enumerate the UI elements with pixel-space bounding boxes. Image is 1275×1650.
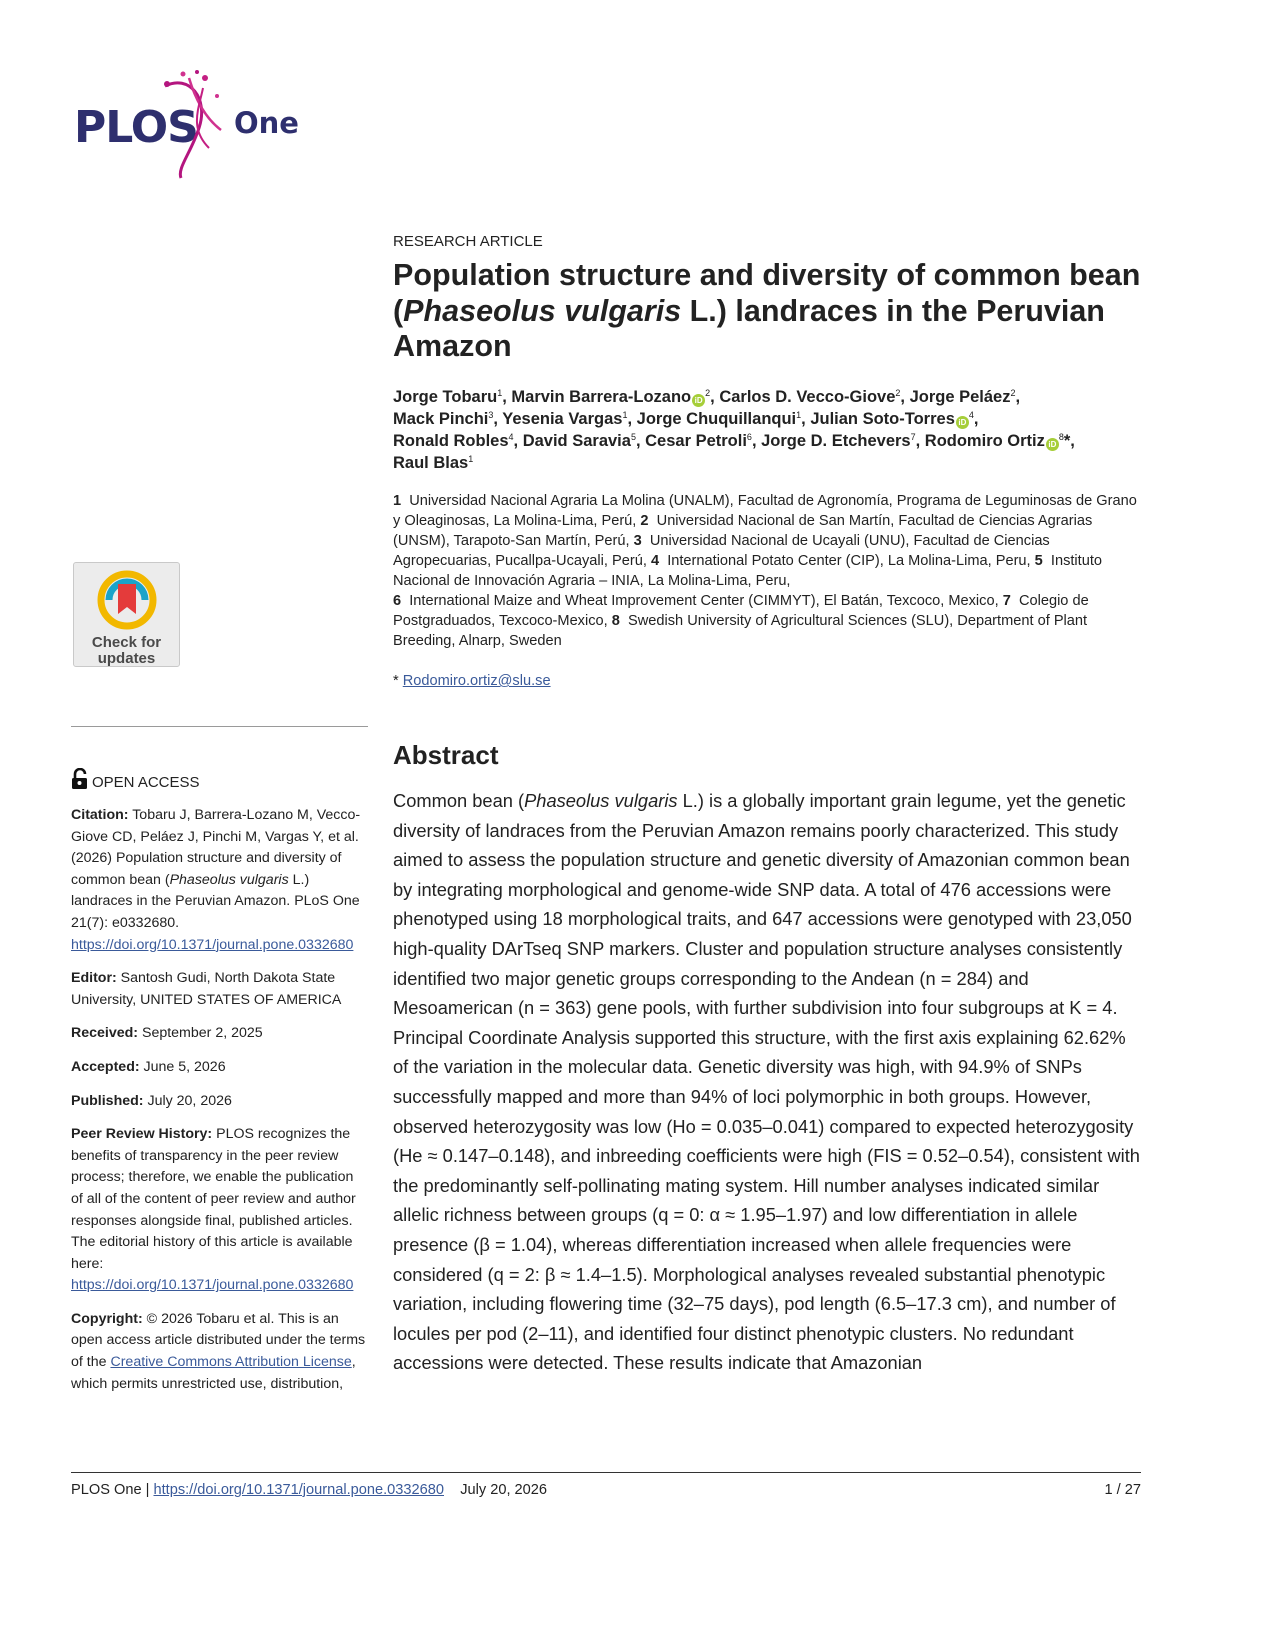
citation-text-cont: L.) landraces in the Peruvian Amazon. PLoS One 21(7): e0332680. [71,871,360,931]
plos-swirl-icon [159,68,229,183]
email-asterisk: * [393,673,403,689]
copyright-text: © 2026 Tobaru et al. This is an open access article distributed under the terms of the [71,1310,366,1371]
footer-separator: | [141,1482,154,1498]
peer-review-label: Peer Review History: [71,1126,213,1143]
peer-review-text: PLOS recognizes the benefits of transparency in the peer review process; therefore, we enable the publication of all of the content of peer review and author responses alongside final, published articles. The editorial history of this article is available here: [71,1126,356,1272]
copyright-label: Copyright: [71,1310,143,1327]
title-species: Phaseolus vulgaris [403,293,682,328]
affil-num: 7 [1002,593,1011,609]
affil-text: International Maize and Wheat Improvement Center (CIMMYT), El Batán, Texcoco, Mexico, [409,593,999,609]
accepted-label: Accepted: [71,1058,140,1075]
author-affil-mark: 6 [746,432,752,442]
title-part-2: L.) landraces in the Peruvian Amazon [393,293,1105,363]
author-name: Raul Blas [393,454,469,472]
author-affil-mark: 7 [910,432,916,442]
published-date: July 20, 2026 [147,1092,232,1109]
author-affil-mark: 4 [968,410,974,420]
sidebar-divider [71,726,368,727]
affil-text: Universidad Nacional de San Martín, Facultad de Ciencias Agrarias (UNSM), Tarapoto-San Martín, Perú, [393,513,1093,549]
footer-divider [71,1472,1141,1473]
received-date: September 2, 2025 [141,1025,263,1042]
citation-label: Citation: [71,807,129,823]
author-affil-mark: 5 [630,432,636,442]
page-footer [71,1482,1141,1498]
check-for-updates-badge[interactable] [73,562,180,667]
citation-doi-link[interactable]: https://doi.org/10.1371/journal.pone.0332680 [71,936,354,953]
author-affil-mark: 8 [1058,432,1064,442]
received-label: Received: [71,1025,139,1042]
author-name: Jorge D. Etchevers [761,432,911,450]
email-link[interactable]: Rodomiro.ortiz@slu.se [402,673,551,689]
abstract-species: Phaseolus vulgaris [524,790,678,811]
affil-num: 3 [633,533,642,549]
title-part-1: Population structure and diversity of common bean ( [393,258,1141,328]
abstract-part-1: Common bean ( [393,790,525,811]
peer-review-block [71,1124,368,1297]
author-affil-mark: 2 [895,388,901,398]
article-title [393,258,1143,365]
open-lock-icon [71,768,88,790]
author-affil-mark: 2 [1010,388,1016,398]
citation-block [71,805,368,956]
affil-text: Colegio de Postgraduados, Texcoco-Mexico, [393,593,1089,629]
copyright-text-cont: , which permits unrestricted use, distribution, [71,1354,356,1392]
corresponding-email [393,673,551,689]
logo-one-text: One [234,106,299,140]
author-name: Julian Soto-Torres [810,410,955,428]
affiliations [393,491,1138,651]
footer-date: July 20, 2026 [460,1482,548,1498]
journal-logo [74,68,314,183]
author-name: Yesenia Vargas [502,410,623,428]
peer-review-link[interactable]: https://doi.org/10.1371/journal.pone.0332680 [71,1277,354,1294]
license-link[interactable]: Creative Commons Attribution License [110,1354,352,1371]
affil-num: 8 [611,613,620,629]
author-affil-mark: 4 [508,432,514,442]
affil-text: International Potato Center (CIP), La Molina-Lima, Peru, [667,553,1031,569]
editor-text: Santosh Gudi, North Dakota State University, UNITED STATES OF AMERICA [71,970,342,1008]
copyright-block [71,1309,368,1395]
affil-num: 2 [640,513,649,529]
author-affil-mark: 1 [497,388,503,398]
affil-num: 4 [650,553,660,569]
orcid-icon[interactable]: iD [692,394,705,407]
author-name: Mack Pinchi [393,410,489,428]
editor-label: Editor: [71,970,117,987]
check-updates-line1: Check for [91,634,162,651]
check-updates-line2: updates [97,650,156,667]
open-access-label [71,768,371,791]
author-name: Marvin Barrera-Lozano [511,388,692,406]
orcid-icon[interactable]: iD [1046,438,1059,451]
affil-num: 6 [393,593,402,609]
author-name: Cesar Petroli [645,432,747,450]
author-name: Rodomiro Ortiz [924,432,1045,450]
author-affil-mark: 3 [488,410,494,420]
article-type: RESEARCH ARTICLE [393,233,543,250]
author-affil-mark: 1 [796,410,802,420]
abstract-text [393,786,1141,1378]
affil-text: Swedish University of Agricultural Sciences (SLU), Department of Plant Breeding, Alnarp, Sweden [393,613,1088,649]
accepted-block [71,1057,368,1079]
citation-species: Phaseolus vulgaris [169,871,289,888]
received-block [71,1023,368,1045]
author-affil-mark: 1 [468,454,474,464]
author-affil-mark: 1 [622,410,628,420]
article-info-sidebar [71,805,368,1407]
author-list: Jorge Tobaru$^1$, Marvin Barrera-Lozano $iD^2$, Carlos D. Vecco-Giove$^2$, Jorge Peláez$^2$, Mack Pinchi$^3$, Yesenia Vargas$^1$, Jorge Chuquillanqui$^1$, Julian Soto-Torres $iD^4$, Ronald Robles$^4$, David Saravia$^5$, Cesar Petroli$^6$, Jorge D. Etchevers$^7$, Rodomiro Ortiz $iD^8*$, Raul Blas$^1$ [393,388,1075,472]
footer-doi-link[interactable]: https://doi.org/10.1371/journal.pone.0332680 [153,1482,444,1498]
author-name: Ronald Robles [393,432,509,450]
author-name: Jorge Chuquillanqui [636,410,797,428]
affil-text: Universidad Nacional de Ucayali (UNU), Facultad de Ciencias Agropecuarias, Pucallpa-Ucayali, Perú, [393,533,1050,569]
check-updates-icon [97,570,157,630]
affil-text: Instituto Nacional de Innovación Agraria – INIA, La Molina-Lima, Peru, [393,553,1103,589]
editor-block [71,968,368,1011]
affil-text: Universidad Nacional Agraria La Molina (UNALM), Facultad de Agronomía, Programa de Leguminosas de Grano y Oleaginosas, La Molina-Lima, Perú, [393,493,1137,529]
abstract-heading: Abstract [393,740,499,770]
open-access-text: OPEN ACCESS [92,774,200,791]
corresponding-mark: * [1063,432,1071,450]
footer-journal: PLOS One [71,1482,142,1498]
orcid-icon[interactable]: iD [956,416,969,429]
author-name: Jorge Tobaru [393,388,498,406]
author-affil-mark: 2 [705,388,711,398]
citation-text: Tobaru J, Barrera-Lozano M, Vecco-Giove CD, Peláez J, Pinchi M, Vargas Y, et al. (2026) Population structure and diversity of common bean ( [71,807,361,888]
logo-plos-text: PLOS [74,102,198,153]
affil-num: 1 [393,493,402,509]
affil-num: 5 [1034,553,1043,569]
published-label: Published: [71,1092,144,1109]
abstract-part-2: L.) is a globally important grain legume, yet the genetic diversity of landraces from the Peruvian Amazon remains poorly characterized. This study aimed to assess the population structure and genetic diversity of Amazonian common bean by integrating morphological and genome-wide SNP data. A total of 476 accessions were phenotyped using 18 morphological traits, and 647 accessions were genotyped with 23,050 high-quality DArTseq SNP markers. Cluster and population structure analyses consistently identified two major genetic groups corresponding to the Andean (n = 284) and Mesoamerican (n = 363) gene pools, with further subdivision into four subgroups at K = 4. Principal Coordinate Analysis supported this structure, with the first axis explaining 62.62% of the variation in the molecular data. Genetic diversity was high, with 94.9% of SNPs successfully mapped and more than 94% of loci polymorphic in both groups. However, observed heterozygosity was low (Ho = 0.035–0.041) compared to expected heterozygosity (He ≈ 0.147–0.148), and inbreeding coefficients were high (FIS = 0.52–0.54), consistent with the predominantly self-pollinating mating system. Hill number analyses indicated similar allelic richness between groups (q = 0: α ≈ 1.95–1.97) and low differentiation in allele presence (β = 1.04), whereas differentiation increased when allele frequencies were considered (q = 2: β ≈ 1.4–1.5). Morphological analyses revealed substantial phenotypic variation, including flowering time (32–75 days), pod length (6.5–17.3 cm), and number of locules per pod (2–11), and identified four distinct phenotypic clusters. No redundant accessions were detected. These results indicate that Amazonian [393,790,1140,1374]
author-name: Jorge Peláez [909,388,1011,406]
published-block [71,1091,368,1113]
author-name: Carlos D. Vecco-Giove [719,388,896,406]
author-name: David Saravia [522,432,631,450]
accepted-date: June 5, 2026 [143,1058,226,1075]
page-number: 1 / 27 [1104,1482,1141,1498]
